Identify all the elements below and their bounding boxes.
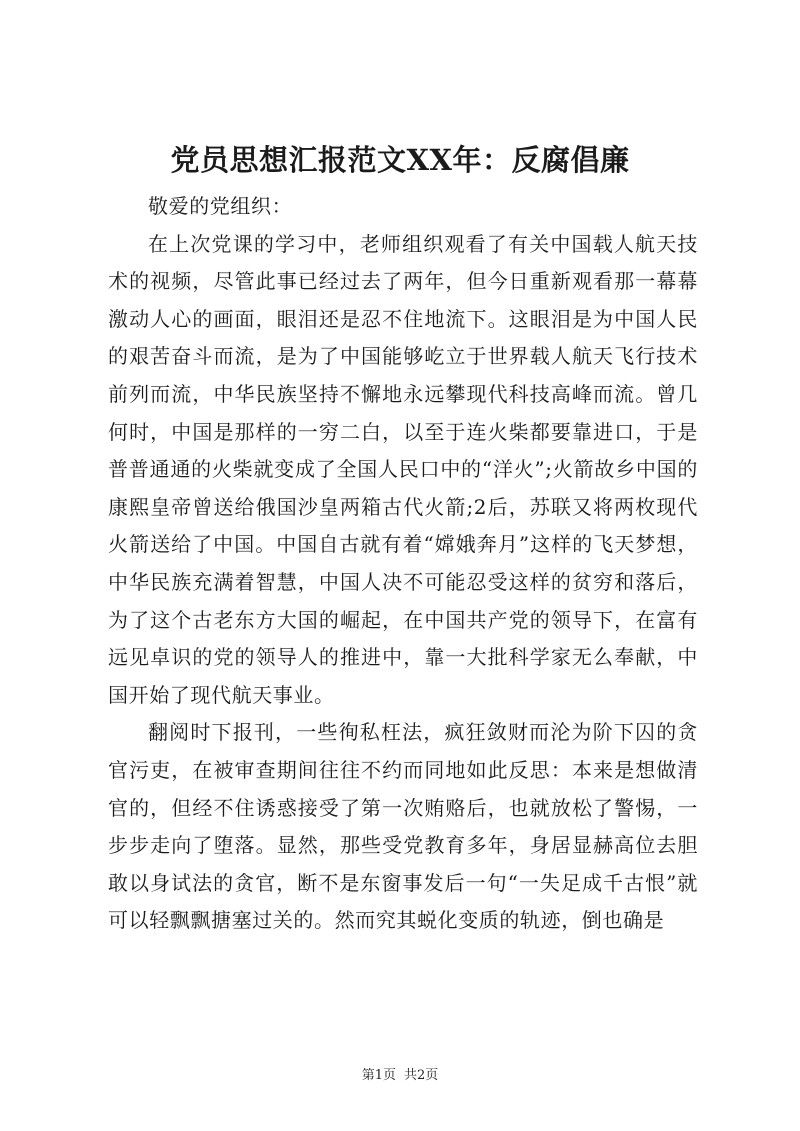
document-body (108, 188, 698, 940)
paragraph-2: 翻阅时下报刊，一些徇私枉法，疯狂敛财而沦为阶下囚的贪官污吏，在被审查期间往往不约而同地如此反思：本来是想做清官的，但经不住诱惑接受了第一次贿赂后，也就放松了警惕，一步步走向了堕落。显然，那些受党教育多年，身居显赫高位去胆敢以身试法的贪官，断不是东窗事发后一句“一失足成千古恨”就可以轻飘飘搪塞过关的。然而究其蜕化变质的轨迹，倒也确是 (108, 720, 698, 933)
paragraph-1: 在上次党课的学习中，老师组织观看了有关中国载人航天技术的视频，尽管此事已经过去了两年，但今日重新观看那一幕幕激动人心的画面，眼泪还是忍不住地流下。这眼泪是为中国人民的艰苦奋斗而流，是为了中国能够屹立于世界载人航天飞行技术前列而流，中华民族坚持不懈地永远攀现代科技高峰而流。曾几何时，中国是那样的一穷二白，以至于连火柴都要靠进口，于是普普通通的火柴就变成了全国人民口中的“洋火”;火箭故乡中国的康熙皇帝曾送给俄国沙皇两箱古代火箭;2后，苏联又将两枚现代火箭送给了中国。中国自古就有着“嫦娥奔月”这样的飞天梦想，中华民族充满着智慧，中国人决不可能忍受这样的贫穷和落后，为了这个古老东方大国的崛起，在中国共产党的领导下，在富有远见卓识的党的领导人的推进中，靠一大批科学家无么奉献，中国开始了现代航天事业。 (108, 231, 698, 707)
page-total: 共2页 (404, 1068, 439, 1083)
page-footer (0, 1067, 800, 1085)
page-title: 党员思想汇报范文XX年：反腐倡廉 (170, 143, 630, 177)
page-number: 第1页 (361, 1068, 396, 1083)
salutation: 敬爱的党组织： (148, 194, 293, 218)
